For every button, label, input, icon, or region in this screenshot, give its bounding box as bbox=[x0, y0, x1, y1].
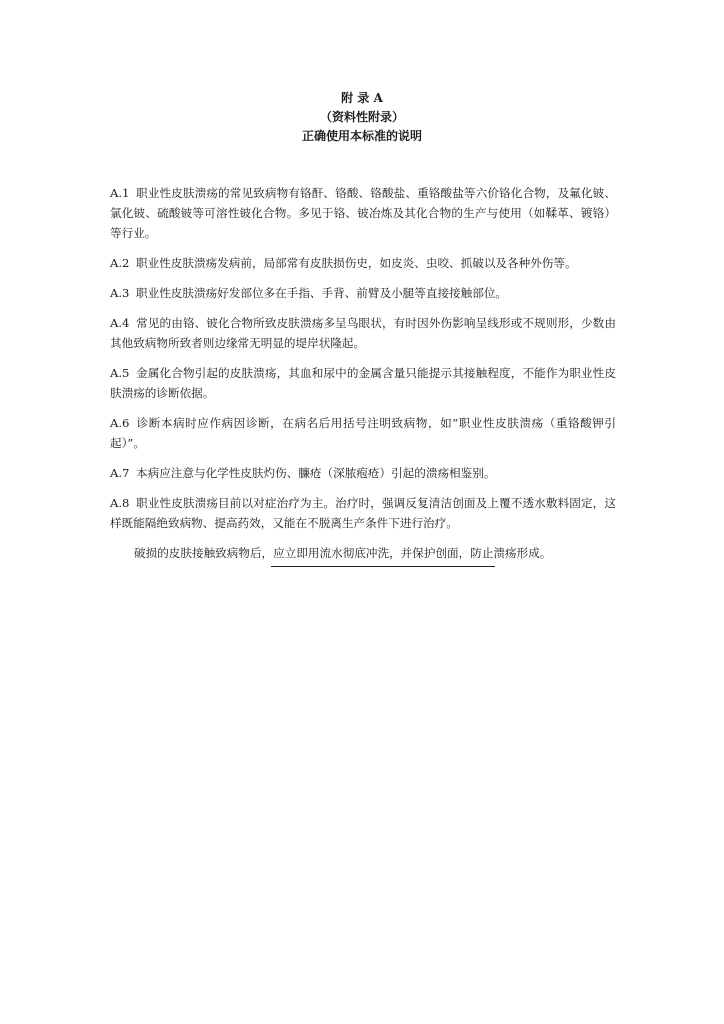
clause-text: 职业性皮肤溃疡目前以对症治疗为主。治疗时，强调反复清洁创面及上覆不透水敷料固定，这样既能隔绝致病物、提高药效，又能在不脱离生产条件下进行治疗。 bbox=[110, 496, 616, 530]
appendix-heading: 附 录 A bbox=[341, 91, 383, 105]
paragraph-a5 bbox=[110, 363, 616, 403]
paragraph-a3 bbox=[110, 283, 616, 303]
clause-number: A.1 bbox=[110, 186, 130, 200]
paragraph-a4 bbox=[110, 313, 616, 353]
clause-number: A.3 bbox=[110, 286, 130, 300]
closing-paragraph: 破损的皮肤接触致病物后，应立即用流水彻底冲洗，并保护创面，防止溃疡形成。 bbox=[134, 546, 552, 560]
clause-text: 金属化合物引起的皮肤溃疡，其血和尿中的金属含量只能提示其接触程度，不能作为职业性皮肤溃疡的诊断依据。 bbox=[110, 366, 616, 400]
clause-text: 职业性皮肤溃疡的常见致病物有铬酐、铬酸、铬酸盐、重铬酸盐等六价铬化合物，及氟化铍、氯化铍、硫酸铍等可溶性铍化合物。多见于铬、铍冶炼及其化合物的生产与使用（如鞣革、镀铬）等行业。 bbox=[110, 186, 616, 240]
clause-text: 常见的由铬、铍化合物所致皮肤溃疡多呈鸟眼状，有时因外伤影响呈线形或不规则形，少数由其他致病物所致者则边缘常无明显的堤岸状隆起。 bbox=[110, 316, 616, 350]
appendix-title: 正确使用本标准的说明 bbox=[301, 129, 422, 143]
paragraph-a1 bbox=[110, 183, 616, 243]
clause-number: A.7 bbox=[110, 466, 130, 480]
appendix-type: （资料性附录） bbox=[319, 110, 404, 124]
clause-number: A.6 bbox=[110, 416, 130, 430]
clause-number: A.4 bbox=[110, 316, 130, 330]
clause-number: A.8 bbox=[110, 496, 130, 510]
paragraph-a8 bbox=[110, 493, 616, 533]
end-rule bbox=[271, 566, 495, 567]
paragraph-a7 bbox=[110, 463, 616, 483]
clause-number: A.5 bbox=[110, 366, 130, 380]
clause-text: 本病应注意与化学性皮肤灼伤、臁疮（深脓疱疮）引起的溃疡相鉴别。 bbox=[136, 466, 496, 480]
appendix-body bbox=[110, 183, 616, 573]
clause-number: A.2 bbox=[110, 256, 130, 270]
clause-text: 职业性皮肤溃疡发病前，局部常有皮肤损伤史，如皮炎、虫咬、抓破以及各种外伤等。 bbox=[136, 256, 577, 270]
clause-text: 职业性皮肤溃疡好发部位多在手指、手背、前臂及小腿等直接接触部位。 bbox=[136, 286, 508, 300]
clause-text: 诊断本病时应作病因诊断，在病名后用括号注明致病物，如“职业性皮肤溃疡（重铬酸钾引起）”。 bbox=[110, 416, 616, 450]
paragraph-a6 bbox=[110, 413, 616, 453]
paragraph-a2 bbox=[110, 253, 616, 273]
